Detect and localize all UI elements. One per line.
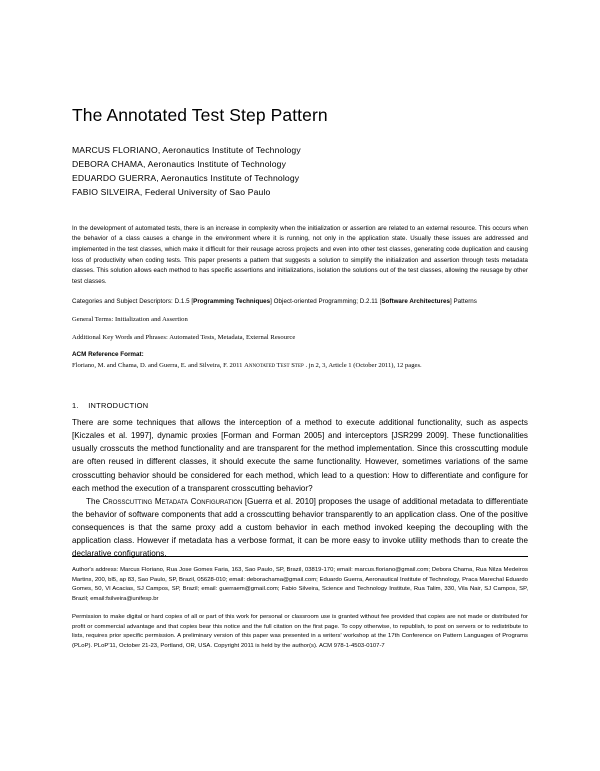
categories-text-3: ] Patterns bbox=[449, 297, 477, 305]
paragraph-2-pre: The bbox=[86, 496, 103, 506]
acm-reference-body bbox=[72, 361, 528, 372]
author-affiliation: , Aeronautics Institute of Technology bbox=[156, 172, 300, 183]
footer-copyright-notice: Permission to make digital or hard copies of all or part of this work for personal or classroom use is granted without fee provided that copies are not made or distributed for profit or commercial advantage and that copies bear this notice and the full citation on the first page. To copy otherwise, to republish, to post on servers or to redistribute to lists, requires prior specific permission. A preliminary version of this paper was presented in a writers' workshop at the 17th Conference on Pattern Languages of Programs (PLoP). PLoP'11, October 21-23, Portland, OR, USA. Copyright 2011 is held by the author(s). ACM 978-1-4503-0107-7 bbox=[72, 614, 528, 649]
author-affiliation: , Aeronautics Institute of Technology bbox=[143, 158, 287, 169]
intro-paragraph-2 bbox=[72, 495, 528, 561]
reference-title-smallcaps: Annotated Test Step bbox=[244, 361, 304, 369]
categories-line bbox=[72, 297, 528, 308]
footer-author-address: Author's address: Marcus Floriano, Rua Jose Gomes Faria, 163, Sao Paulo, SP, Brazil, 03819-170; email: marcus.floriano@gmail.com; Debora Chama, Rua Nilza Medeiros Martins, 200, bl5, ap 83, Sao Paulo, SP, Brazil, 05628-010; email: deborachama@gmail.com; Eduardo Guerra, Aeronautical Institute of Technology, Praca Marechal Eduardo Gomes, 50, Vl Acacias, SJ Campos, SP, Brazil; email: guerraem@gmail.com; Fabio Silveira, Science and Technology Institute, Rua Talim, 330, Vila Nair, SJ Campos, SP, Brazil; email:fsilveira@unifesp.br bbox=[72, 567, 528, 602]
author-name: MARCUS FLORIANO bbox=[72, 145, 158, 155]
author-list bbox=[72, 144, 528, 200]
author-name: DEBORA CHAMA bbox=[72, 158, 144, 169]
section-title: INTRODUCTION bbox=[88, 401, 149, 411]
categories-bold-2: Software Architectures bbox=[381, 297, 450, 305]
reference-part-2: . jn 2, 3, Article 1 (October 2011), 12 pages. bbox=[303, 361, 422, 369]
acm-reference-heading: ACM Reference Format: bbox=[72, 350, 144, 358]
abstract-text: In the development of automated tests, there is an increase in complexity when the initialization or assertion are related to an external resource. This occurs when the behavior of a class causes a change in the environment where it is running, not only in the application state. Usually these issues are addressed and implemented in the test classes, which make it difficult for their reusage across projects and even into other test classes, generating code duplication and causing loss of productivity when coding tests. This paper presents a pattern that suggests a solution to simplify the initialization and assertion through tests metadata classes. This solution allows each method to has specific assertions and initializations, isolation the solutions out of the test classes, allowing the reusage by other test classes. bbox=[72, 224, 528, 285]
author-entry bbox=[72, 172, 528, 186]
paragraph-2-post: [Guerra et al. 2010] proposes the usage of additional metadata to differentiate the behavior of software components that add a crosscutting behavior transparently to an application class. One of the positive consequences is that the same proxy add a custom behavior in each method invoked keeping the decoupling with the application class. However if metadata has a verbose format, it can be more easy to invoke utility methods than to create the declarative configurations. bbox=[72, 496, 528, 559]
author-affiliation: , Aeronautics Institute of Technology bbox=[157, 145, 301, 155]
section-number: 1. bbox=[72, 401, 79, 411]
reference-part-1: Floriano, M. and Chama, D. and Guerra, E. and Silveira, F. 2011 bbox=[72, 361, 245, 369]
keywords-line: Additional Key Words and Phrases: Automated Tests, Metadata, External Resource bbox=[72, 334, 296, 342]
categories-text-1: D.1.5 [ bbox=[174, 297, 194, 305]
pattern-name-smallcaps: Crosscutting Metadata Configuration bbox=[102, 496, 243, 506]
section-heading-introduction bbox=[72, 401, 528, 410]
footer-block bbox=[72, 566, 528, 661]
categories-label: Categories and Subject Descriptors: bbox=[72, 297, 173, 305]
general-terms-line: General Terms: Initialization and Assertion bbox=[72, 316, 188, 324]
intro-paragraph-1: There are some techniques that allows the interception of a method to execute additional functionality, such as aspects [Kiczales et al. 1997], dynamic proxies [Forman and Forman 2005] and interceptors [JSR299 2009]. These functionalities usually crosscuts the method functionality and are transparent for the method implementation. Since this crosscutting module are often reused in different classes, it should execute the same functionality. However, sometimes variations of the same crosscutting behavior should be considered for each method, which lead to a question: How to differentiate and configure for each method the execution of a transparent crosscutting behavior? bbox=[72, 418, 528, 493]
author-entry bbox=[72, 144, 528, 158]
author-entry bbox=[72, 186, 528, 200]
page-title: The Annotated Test Step Pattern bbox=[72, 105, 328, 125]
footer-divider bbox=[72, 556, 528, 557]
author-affiliation: , Federal University of Sao Paulo bbox=[139, 186, 271, 197]
author-entry bbox=[72, 158, 528, 172]
categories-bold-1: Programming Techniques bbox=[193, 297, 271, 305]
author-name: EDUARDO GUERRA bbox=[72, 172, 157, 183]
categories-text-2: ] Object-oriented Programming; D.2.11 [ bbox=[270, 297, 382, 305]
author-name: FABIO SILVEIRA bbox=[72, 186, 140, 197]
